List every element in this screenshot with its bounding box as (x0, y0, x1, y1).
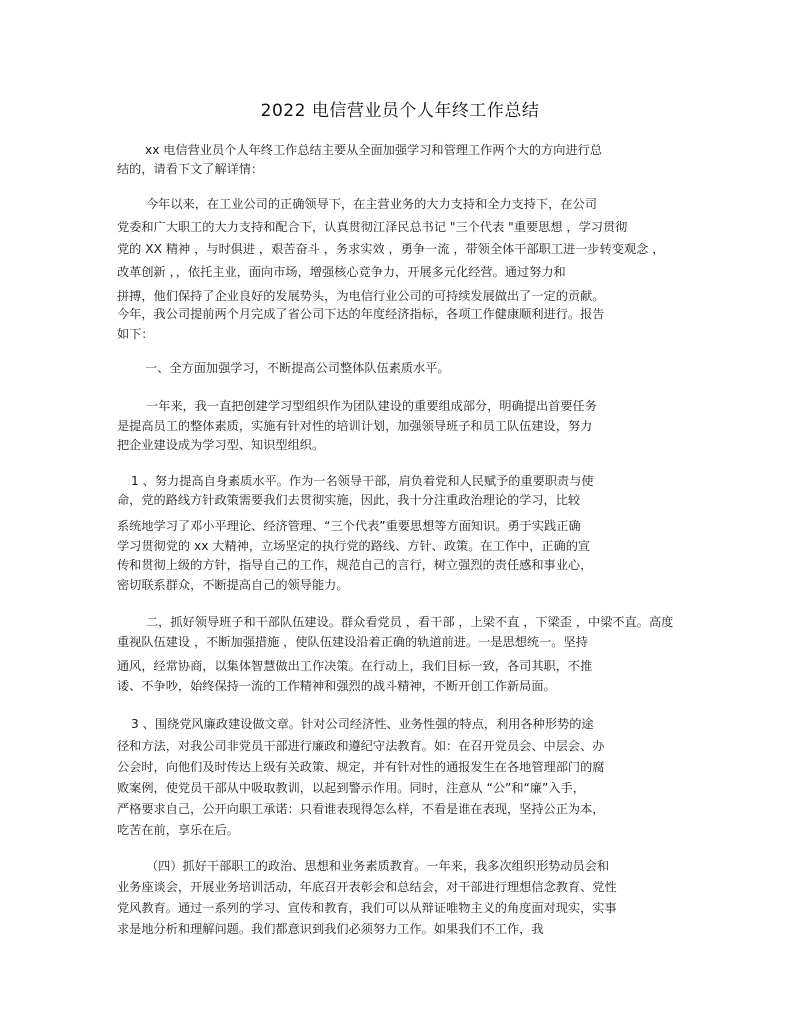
text-line: 公会时，向他们及时传达上级有关政策、规定，并有针对性的通报发生在各地管理部门的腐 (117, 760, 605, 774)
text-line: 党风教育。通过一系列的学习、宣传和教育，我们可以从辩证唯物主义的角度面对现实，实事 (117, 901, 617, 915)
text-line: 系统地学习了邓小平理论、经济管理、“三个代表”重要思想等方面知识。勇于实践正确 (117, 519, 581, 533)
text-line: 通风，经常协商，以集体智慧做出工作决策。在行动上，我们目标一致，各司其职，不推 (117, 659, 593, 673)
text-line: 命，党的路线方针政策需要我们去贯彻实施，因此，我十分注重政治理论的学习，比较 (117, 493, 581, 507)
document-title: 2022 电信营业员个人年终工作总结 (260, 101, 540, 121)
text-line: 严格要求自己，公开向职工承诺：只看谁表现得怎么样，不看是谁在表现，坚持公正为本， (117, 802, 605, 816)
text-line: 把企业建设成为学习型、知识型组织。 (117, 438, 325, 452)
text-line: 一年来，我一直把创建学习型组织作为团队建设的重要组成部分，明确提出首要任务 (146, 399, 597, 413)
text-line: 今年，我公司提前两个月完成了省公司下达的年度经济指标，各项工作健康顺利进行。报告 (117, 307, 605, 321)
text-line: 3 、围绕党风廉政建设做文章。针对公司经济性、业务性强的特点，利用各种形势的途 (131, 717, 594, 731)
text-line: 吃苦在前，享乐在后。 (117, 823, 239, 837)
text-line: 改革创新 ，，依托主业，面向市场，增强核心竞争力，开展多元化经营。通过努力和 (117, 265, 566, 279)
text-line: 传和贯彻上级的方针，指导自己的工作，规范自己的言行，树立强烈的责任感和事业心， (117, 558, 593, 572)
text-line: 重视队伍建设 ，不断加强措施 ，使队伍建设沿着正确的轨道前进。一是思想统一。坚持 (117, 635, 588, 649)
text-line: 党的 XX 精神 ，与时俱进 ，艰苦奋斗 ，务求实效 ，勇争一流 ，带领全体干部职工进一步转变观念 ， (117, 242, 665, 256)
text-line: 结的，请看下文了解详情： (117, 162, 264, 176)
text-line: （四）抓好干部职工的政治、思想和业务素质教育。一年来，我多次组织形势动员会和 (146, 859, 610, 873)
text-line: 二，抓好领导班子和干部队伍建设。群众看党员 ，看干部 ，上梁不直 ，下梁歪 ，中梁不直。高度 (146, 615, 674, 629)
text-line: 密切联系群众，不断提高自己的领导能力。 (117, 578, 349, 592)
text-line: 败案例，使党员干部从中吸取教训，以起到警示作用。同时，注意从 “公”和“廉”入手， (117, 781, 585, 795)
section-heading: 一、全方面加强学习，不断提高公司整体队伍素质水平。 (145, 361, 450, 375)
text-line: 是提高员工的整体素质，实施有针对性的培训计划，加强领导班子和员工队伍建设，努力 (117, 419, 593, 433)
text-line: 党委和广大职工的大力支持和配合下，认真贯彻江泽民总书记 "三个代表 "重要思想 ，学习贯彻 (117, 220, 628, 234)
text-line: 求是地分析和理解问题。我们都意识到我们必须努力工作。如果我们不工作，我 (117, 922, 544, 936)
text-line: 径和方法，对我公司非党员干部进行廉政和遵纪守法教育。如：在召开党员会、中层会、办 (117, 739, 605, 753)
text-line: 学习贯彻党的 xx 大精神，立场坚定的执行党的路线、方针、政策。在工作中，正确的宣 (117, 539, 591, 553)
text-line: 如下： (117, 327, 154, 341)
text-line: 今年以来，在工业公司的正确领导下，在主营业务的大力支持和全力支持下，在公司 (146, 197, 597, 211)
text-line: 1 、努力提高自身素质水平。作为一名领导干部，肩负着党和人民赋予的重要职责与使 (131, 474, 594, 488)
text-line: 业务座谈会，开展业务培训活动，年底召开表彰会和总结会，对干部进行理想信念教育、党性 (117, 880, 617, 894)
text-line: 拼搏，他们保持了企业良好的发展势头，为电信行业公司的可持续发展做出了一定的贡献。 (117, 289, 605, 303)
text-line: xx 电信营业员个人年终工作总结主要从全面加强学习和管理工作两个大的方向进行总 (145, 143, 603, 157)
text-line: 诿、不争吵，始终保持一流的工作精神和强烈的战斗精神，不断开创工作新局面。 (117, 679, 556, 693)
